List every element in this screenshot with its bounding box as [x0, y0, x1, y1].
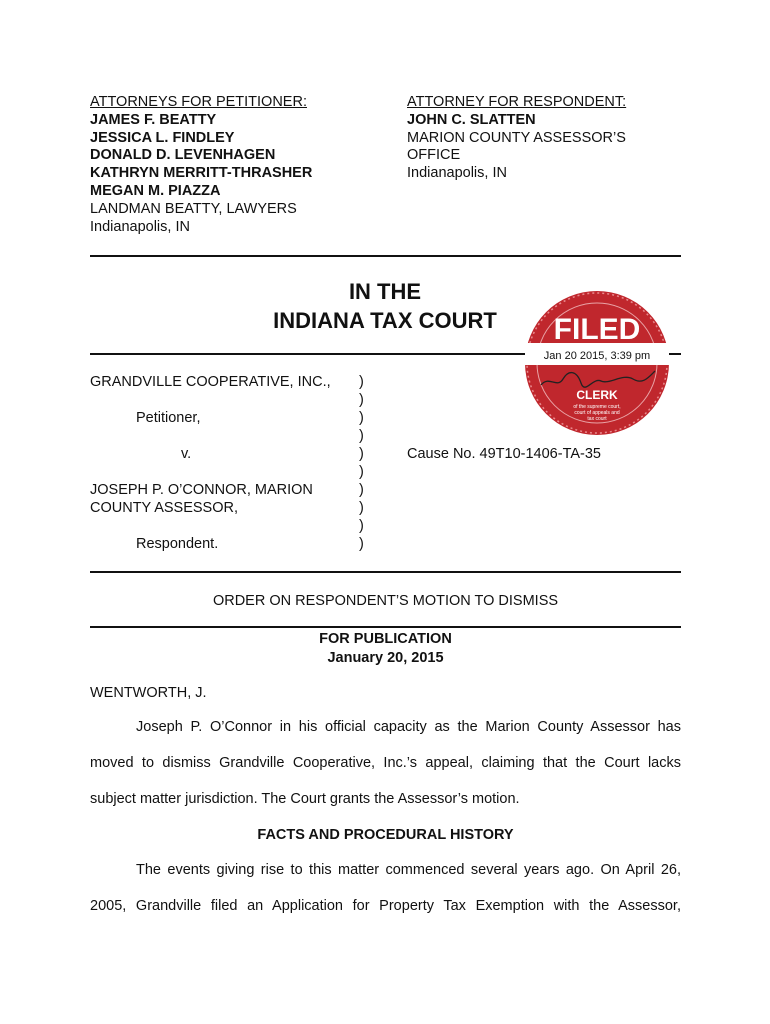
firm-city: Indianapolis, IN [90, 218, 190, 235]
paragraph-line: 2005, Grandville filed an Application for Property Tax Exemption with the Assessor, [90, 898, 681, 914]
filed-stamp [523, 289, 671, 437]
caption-parties [90, 373, 331, 391]
paragraph-line: The events giving rise to this matter commenced several years ago. On April 26, [136, 862, 681, 878]
publication-label: FOR PUBLICATION [319, 631, 452, 647]
stamp-date: Jan 20 2015, 3:39 pm [543, 350, 651, 362]
publication-date: January 20, 2015 [327, 650, 444, 666]
petitioner-attorneys-heading: ATTORNEYS FOR PETITIONER: [90, 94, 307, 110]
paren: ) [359, 536, 364, 552]
office-city: Indianapolis, IN [407, 165, 507, 182]
attorney-name: JOHN C. SLATTEN [407, 111, 536, 128]
opinion-paragraph [90, 852, 681, 924]
law-firm: LANDMAN BEATTY, LAWYERS [90, 200, 297, 217]
stamp-small-text: of the supreme court, [573, 404, 621, 410]
paren: ) [359, 392, 364, 408]
court-title-line2: INDIANA TAX COURT [273, 308, 497, 333]
paragraph-line: Joseph P. O’Connor in his official capacity as the Marion County Assessor has [136, 719, 681, 735]
divider [90, 255, 681, 257]
versus: v. [181, 446, 192, 462]
attorney-name: JAMES F. BEATTY [90, 111, 217, 128]
paren: ) [359, 410, 364, 426]
office-line: MARION COUNTY ASSESSOR’S [407, 129, 626, 146]
court-title-line1: IN THE [348, 279, 422, 304]
stamp-filed-text: FILED [553, 313, 641, 346]
divider [90, 626, 681, 628]
respondent-line: JOSEPH P. O’CONNOR, MARION [90, 482, 313, 498]
paren: ) [359, 428, 364, 444]
respondent-attorney-heading: ATTORNEY FOR RESPONDENT: [407, 94, 627, 110]
stamp-small-text: court of appeals and [574, 410, 620, 416]
paren: ) [359, 374, 364, 390]
respondent-line: COUNTY ASSESSOR, [90, 500, 238, 516]
opinion-paragraph [90, 709, 681, 817]
attorney-name: DONALD D. LEVENHAGEN [90, 147, 276, 164]
office-line: OFFICE [407, 147, 461, 164]
respondent-name [90, 481, 313, 517]
petitioner-role: Petitioner, [136, 410, 201, 426]
paragraph-line: moved to dismiss Grandville Cooperative, Inc.’s appeal, claiming that the Court lacks [90, 755, 681, 771]
paren: ) [359, 518, 364, 534]
section-heading: FACTS AND PROCEDURAL HISTORY [257, 827, 514, 843]
judge-name: WENTWORTH, J. [90, 685, 207, 701]
paren: ) [359, 464, 364, 480]
caption-parentheses [359, 373, 369, 553]
petitioner-attorneys [90, 94, 312, 236]
paren: ) [359, 500, 364, 516]
respondent-attorney [407, 94, 626, 183]
attorney-name: JESSICA L. FINDLEY [90, 129, 235, 146]
attorney-name: KATHRYN MERRITT-THRASHER [90, 165, 313, 182]
petitioner-name: GRANDVILLE COOPERATIVE, INC., [90, 374, 331, 390]
stamp-small-text: tax court [587, 416, 607, 422]
respondent-role: Respondent. [136, 536, 219, 552]
paragraph-line: subject matter jurisdiction. The Court grants the Assessor’s motion. [90, 791, 520, 807]
divider [90, 571, 681, 573]
attorney-name: MEGAN M. PIAZZA [90, 182, 221, 199]
order-title: ORDER ON RESPONDENT’S MOTION TO DISMISS [212, 593, 559, 609]
cause-number: Cause No. 49T10-1406-TA-35 [407, 446, 601, 462]
stamp-clerk-text: CLERK [576, 388, 618, 402]
paren: ) [359, 482, 364, 498]
paren: ) [359, 446, 364, 462]
